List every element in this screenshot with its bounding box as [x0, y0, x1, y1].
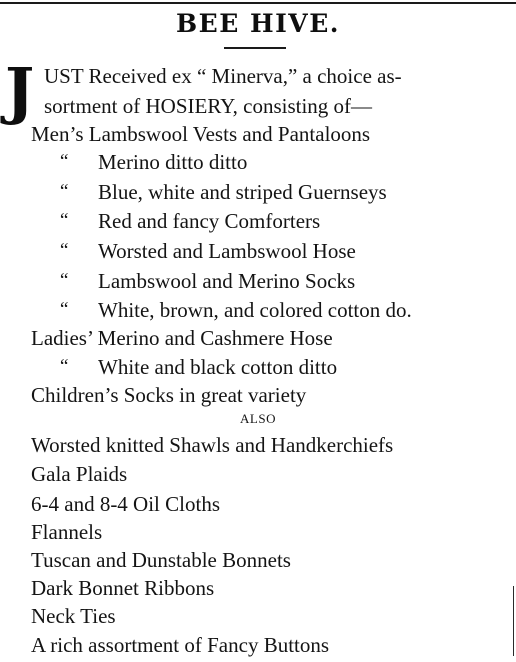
- item-ribbons: Dark Bonnet Ribbons: [31, 576, 215, 600]
- gala-plaids-text: Gala Plaids: [31, 462, 128, 486]
- item-bonnets: Tuscan and Dunstable Bonnets: [31, 548, 291, 572]
- item-childrens-socks: Children’s Socks in great variety: [31, 383, 307, 407]
- column-edge: [513, 586, 514, 656]
- ditto-mark: “: [60, 181, 69, 202]
- item-neck-ties: Neck Ties: [31, 604, 116, 628]
- drop-cap: J: [5, 54, 35, 127]
- item-worsted-hose: Worsted and Lambswool Hose: [98, 239, 356, 263]
- also-label: ALSO: [240, 411, 276, 426]
- item-merino-ditto: Merino ditto ditto: [98, 150, 248, 174]
- item-guernseys: Blue, white and striped Guernseys: [98, 180, 387, 204]
- ditto-mark: “: [60, 240, 69, 261]
- item-merino-socks: Lambswool and Merino Socks: [98, 269, 356, 293]
- item-ladies-hose: Ladies’ Merino and Cashmere Hose: [31, 326, 333, 350]
- item-cotton-ditto: White and black cotton ditto: [98, 355, 338, 379]
- item-cotton-do: White, brown, and colored cotton do.: [98, 298, 412, 322]
- intro-line-2: sortment of HOSIERY, consisting of—: [44, 94, 373, 118]
- item-oil-cloths: 6-4 and 8-4 Oil Cloths: [31, 492, 220, 516]
- ditto-mark: “: [60, 151, 69, 172]
- item-mens-vests: Men’s Lambswool Vests and Pantaloons: [31, 122, 371, 146]
- heading-rule: [224, 47, 286, 49]
- item-flannels: Flannels: [31, 520, 103, 544]
- ditto-mark: “: [60, 210, 69, 231]
- item-shawls: Worsted knitted Shawls and Handkerchiefs: [31, 433, 394, 457]
- ditto-mark: “: [60, 270, 69, 291]
- item-comforters: Red and fancy Comforters: [98, 209, 321, 233]
- intro-line-1: UST Received ex “ Minerva,” a choice as-: [44, 64, 402, 88]
- ditto-mark: “: [60, 299, 69, 320]
- item-buttons: A rich assortment of Fancy Buttons: [31, 633, 330, 657]
- advert-heading: BEE HIVE.: [176, 9, 340, 38]
- item-gala-plaids: [31, 462, 127, 486]
- ditto-mark: “: [60, 356, 69, 377]
